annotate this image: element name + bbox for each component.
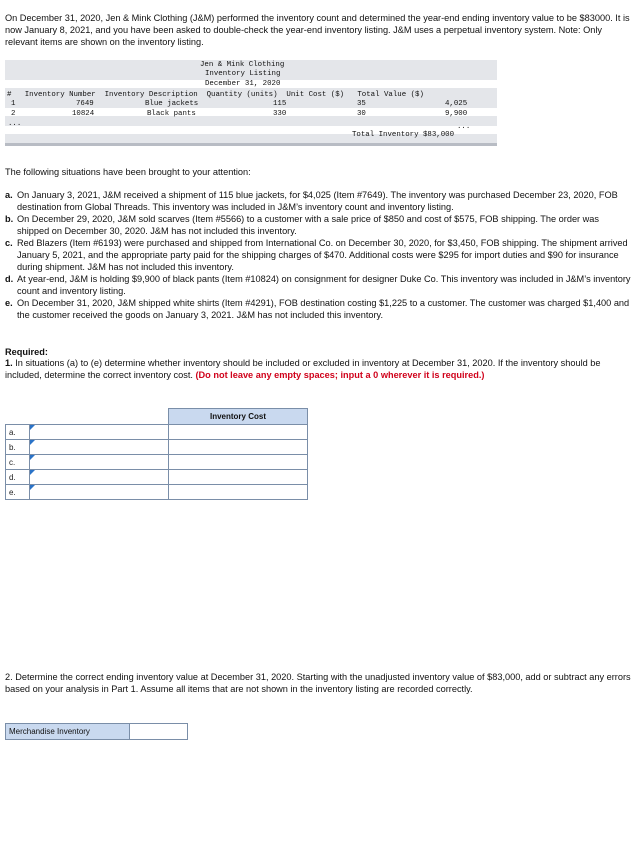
row-e-cost-input[interactable] (169, 485, 308, 500)
dropdown-marker-icon (30, 425, 35, 430)
listing-date: December 31, 2020 (205, 80, 281, 88)
merchandise-inventory-input[interactable] (130, 723, 188, 740)
listing-company: Jen & Mink Clothing (200, 61, 285, 69)
situation-e: e. On December 31, 2020, J&M shipped white shirts (Item #4291), FOB destination costing $1,225 to a customer. The customer was charged $1,400 and the customer received the goods on January 3, 2021. J&M has not included this inventory. (5, 298, 630, 320)
inventory-listing (5, 60, 497, 146)
table-row (6, 470, 308, 485)
row2-desc: Black pants (147, 110, 196, 118)
inventory-cost-header: Inventory Cost (169, 409, 308, 425)
dropdown-marker-icon (30, 470, 35, 475)
row-label: d. (6, 470, 30, 485)
row1-inv: 7649 (76, 100, 94, 108)
row-b-cost-input[interactable] (169, 440, 308, 455)
dropdown-marker-icon (30, 440, 35, 445)
inventory-cost-table (5, 408, 308, 500)
row2-total: 9,900 (445, 110, 468, 118)
row-b-select[interactable] (30, 440, 169, 455)
row1-num: 1 (11, 100, 16, 108)
table-row (6, 425, 308, 440)
row2-num: 2 (11, 110, 16, 118)
required-heading: Required: (5, 347, 48, 357)
row1-unit: 35 (357, 100, 366, 108)
merchandise-inventory-label: Merchandise Inventory (5, 723, 130, 740)
situation-b: b. On December 29, 2020, J&M sold scarves (Item #5566) to a customer with a sale price of $850 and cost of $575, FOB shipping. The order was shipped on December 30, 2020. J&M has not included this inventory. (5, 214, 600, 236)
listing-title: Inventory Listing (205, 70, 281, 78)
row2-qty: 330 (273, 110, 287, 118)
table-row (6, 485, 308, 500)
row1-total: 4,025 (445, 100, 468, 108)
row-d-select[interactable] (30, 470, 169, 485)
question-1 (5, 357, 633, 381)
question-1-note: (Do not leave any empty spaces; input a 0 wherever it is required.) (195, 370, 485, 380)
row-label: b. (6, 440, 30, 455)
row1-qty: 115 (273, 100, 287, 108)
row-a-select[interactable] (30, 425, 169, 440)
row-d-cost-input[interactable] (169, 470, 308, 485)
question-1-text: 1. (5, 358, 13, 368)
row-a-cost-input[interactable] (169, 425, 308, 440)
dropdown-marker-icon (30, 485, 35, 490)
row2-unit: 30 (357, 110, 366, 118)
table-row (6, 455, 308, 470)
row-label: c. (6, 455, 30, 470)
row2-inv: 10824 (72, 110, 95, 118)
question-2: 2. Determine the correct ending inventory value at December 31, 2020. Starting with the unadjusted inventory value of $83,000, add or subtract any errors based on your analysis in Part 1. Assume all items that are not shown in the inventory listing are recorded correctly. (5, 672, 631, 694)
row-c-cost-input[interactable] (169, 455, 308, 470)
situations-list (5, 189, 633, 321)
situation-a: a. On January 3, 2021, J&M received a shipment of 115 blue jackets, for $4,025 (Item #7649). The inventory was purchased December 23, 2020, FOB destination from Global Threads. This inventory was included in J&M’s inventory count and inventory listing. (5, 190, 618, 212)
row-c-select[interactable] (30, 455, 169, 470)
listing-header: # Inventory Number Inventory Description Quantity (units) Unit Cost ($) Total Value ($) (7, 91, 424, 99)
dropdown-marker-icon (30, 455, 35, 460)
merchandise-inventory-row (5, 723, 188, 740)
question-1-body: In situations (a) to (e) determine whether inventory should be included or excluded in inventory at December 31, 2020. If the inventory should be included, determine the correct inventory cost. (5, 358, 601, 380)
row-e-select[interactable] (30, 485, 169, 500)
listing-ellipsis-left: ... (8, 120, 22, 128)
listing-ellipsis-right: ... (457, 123, 471, 131)
intro-paragraph: On December 31, 2020, Jen & Mink Clothing (J&M) performed the inventory count and determined the year-end ending inventory value to be $83000. It is now January 8, 2021, and you have been asked to double-check the year-end inventory listing. J&M uses a perpetual inventory system. Note: Only relevant items are shown on the inventory listing. (5, 13, 630, 47)
row1-desc: Blue jackets (145, 100, 199, 108)
row-label: e. (6, 485, 30, 500)
situations-intro: The following situations have been brought to your attention: (5, 167, 251, 177)
situation-c: c. Red Blazers (Item #6193) were purchased and shipped from International Co. on December 30, 2020, for $3,450, FOB shipping. The shipment arrived January 5, 2021, and the appropriate party paid for the shipping charges of $470. Additional costs were $295 for import duties and $90 for insurance during shipment. J&M has not included this inventory. (5, 238, 628, 272)
row-label: a. (6, 425, 30, 440)
situation-d: d. At year-end, J&M is holding $9,900 of black pants (Item #10824) on consignment for designer Duke Co. This inventory was included in J&M’s inventory count and inventory listing. (5, 274, 631, 296)
table-row (6, 440, 308, 455)
listing-total: Total Inventory $83,000 (352, 131, 455, 139)
